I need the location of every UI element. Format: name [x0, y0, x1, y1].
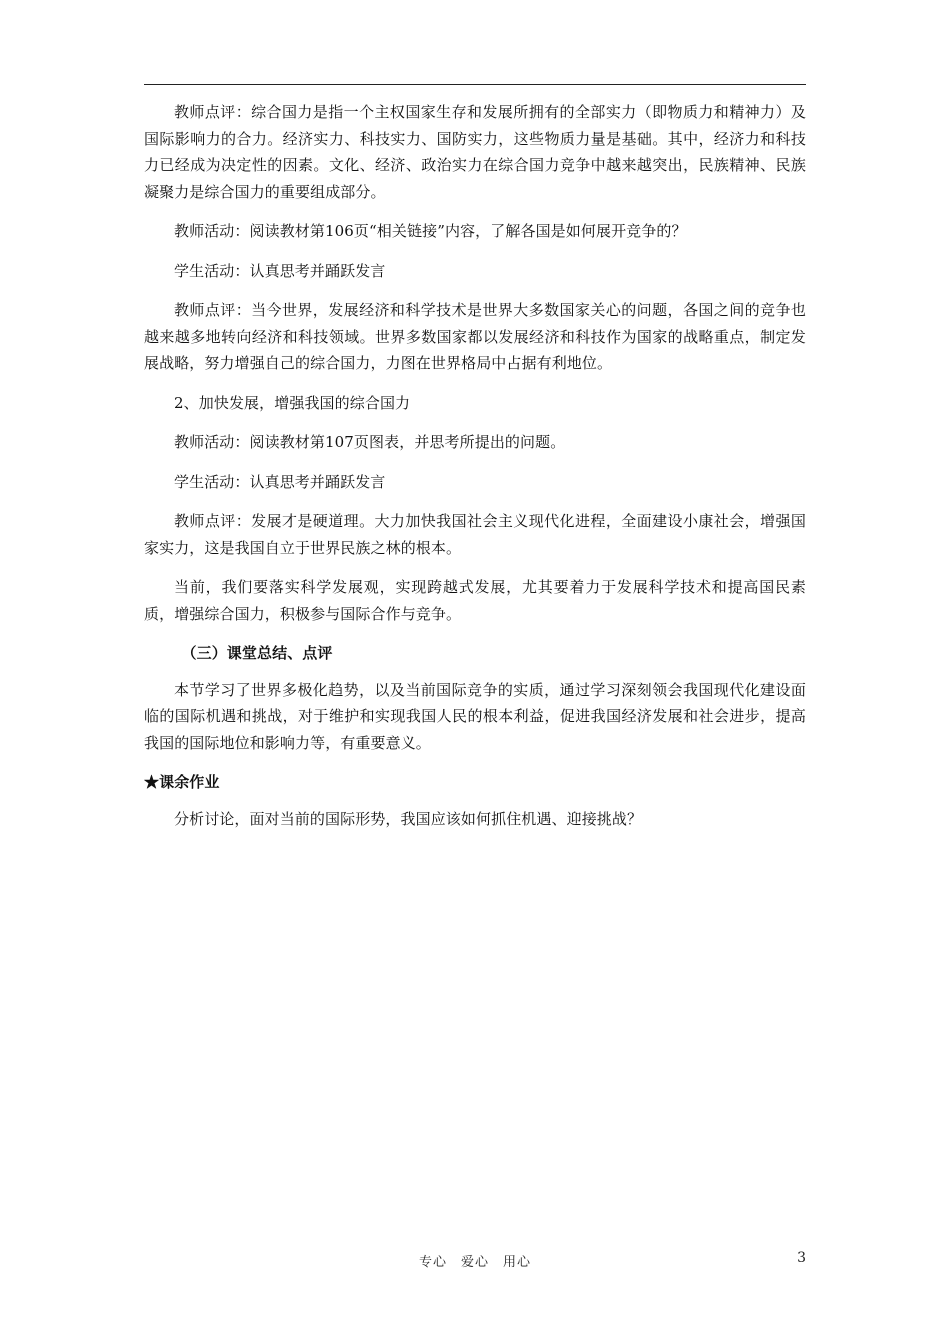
teacher-comment-paragraph: 教师点评：综合国力是指一个主权国家生存和发展所拥有的全部实力（即物质力和精神力）及国际影响力的合力。经济实力、科技实力、国防实力，这些物质力量是基础。其中，经济力和科技力已经成为决定性的因素。文化、经济、政治实力在综合国力竞争中越来越突出，民族精神、民族凝聚力是综合国力的重要组成部分。	[144, 103, 806, 201]
teacher-comment-paragraph: 教师点评：当今世界，发展经济和科学技术是世界大多数国家关心的问题，各国之间的竞争也越来越多地转向经济和科技领域。世界多数国家都以发展经济和科技作为国家的战略重点，制定发展战略，努力增强自己的综合国力，力图在世界格局中占据有利地位。	[144, 301, 806, 372]
teacher-activity-paragraph: 教师活动：阅读教材第106页“相关链接”内容，了解各国是如何展开竞争的？	[174, 222, 687, 240]
summary-paragraph: 本节学习了世界多极化趋势，以及当前国际竞争的实质，通过学习深刻领会我国现代化建设面临的国际机遇和挑战，对于维护和实现我国人民的根本利益，促进我国经济发展和社会进步，提高我国的国际地位和影响力等，有重要意义。	[144, 680, 806, 752]
section-subheading: 2、加快发展，增强我国的综合国力	[174, 393, 411, 412]
homework-heading: ★课余作业	[144, 773, 220, 791]
document-body	[144, 99, 806, 845]
student-activity-paragraph: 学生活动：认真思考并踊跃发言	[174, 261, 386, 280]
page-number: 3	[797, 1250, 806, 1266]
teacher-activity-paragraph: 教师活动：阅读教材第107页图表，并思考所提出的问题。	[174, 433, 566, 451]
body-paragraph: 当前，我们要落实科学发展观，实现跨越式发展，尤其要着力于发展科学技术和提高国民素质，增强综合国力，积极参与国际合作与竞争。	[144, 578, 806, 623]
student-activity-paragraph: 学生活动：认真思考并踊跃发言	[174, 472, 386, 491]
section-heading: （三）课堂总结、点评	[181, 644, 333, 662]
homework-paragraph: 分析讨论，面对当前的国际形势，我国应该如何抓住机遇、迎接挑战？	[174, 809, 643, 828]
header-rule	[144, 84, 806, 85]
footer-motto: 专心 爱心 用心	[418, 1255, 531, 1270]
teacher-comment-paragraph: 教师点评：发展才是硬道理。大力加快我国社会主义现代化进程，全面建设小康社会，增强国家实力，这是我国自立于世界民族之林的根本。	[144, 512, 806, 557]
